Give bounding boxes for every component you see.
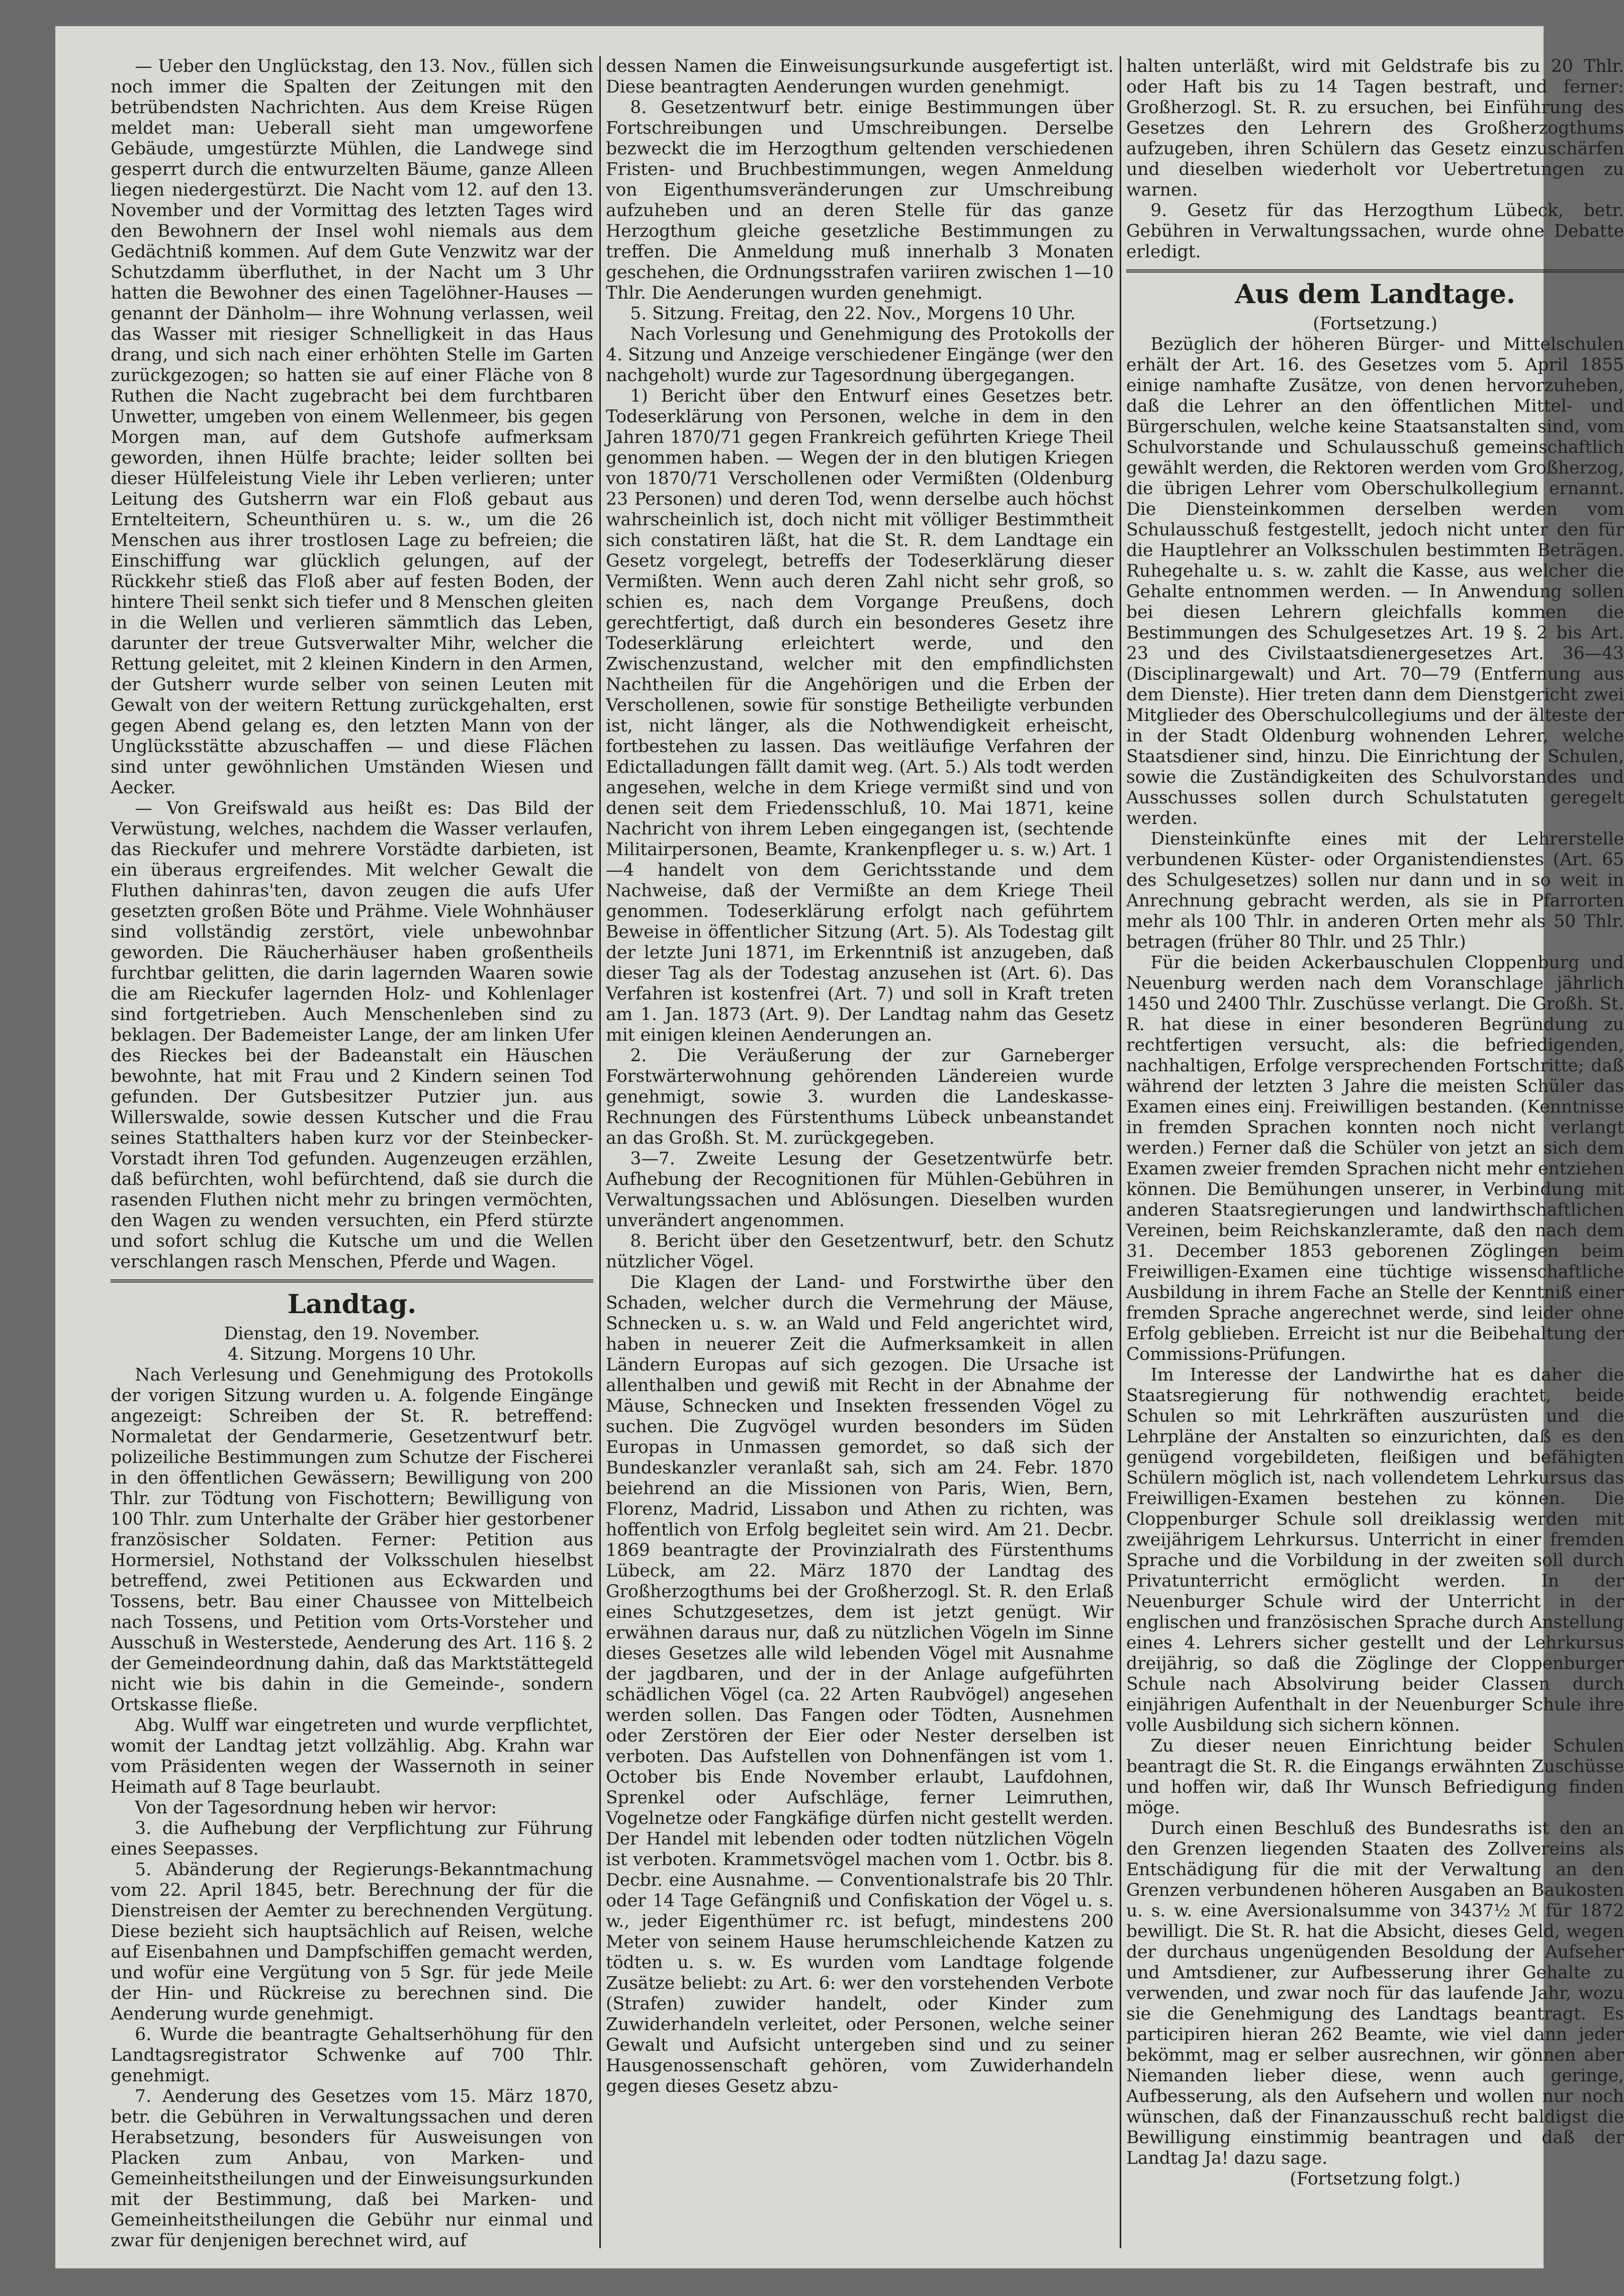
bundesrath-para: Durch einen Beschluß des Bundesraths ist den an den Grenzen liegenden Staaten des Zollvereins als Entschädigung für die mit der Verwaltung an den Grenzen verbundenen höheren Ausgaben an Baukosten u. s. w. eine Aversionalsumme von 3437½ ℳ für 1872 bewilligt. Die St. R. hat die Absicht, dieses Geld, wegen der durchaus ungenügenden Besoldung der Aufseher und Amtsdiener, zur Aufbesserung ihrer Gehalte zu verwenden, und zwar noch für das laufende Jahr, wozu sie die Genehmigung des Landtags beantragt. Es participiren hieran 262 Beamte, wie viel dann jeder bekömmt, mag er selber ausrechnen, wir gönnen aber Niemanden lieber diese, wenn auch geringe, Aufbesserung, als den Aufsehern und wollen nur noch wünschen, daß der Finanzausschuß recht baldigst die Bewilligung einstimmig beantragen und daß der Landtag Ja! dazu sage. bbox=[1126, 1818, 1624, 2168]
column-left bbox=[111, 56, 593, 2251]
session4-eingaenge: Nach Verlesung und Genehmigung des Protokolls der vorigen Sitzung wurden u. A. folgende Eingänge angezeigt: Schreiben der St. R. betreffend: Normaletat der Gendarmerie, Gesetzentwurf betr. polizeiliche Bestimmungen zum Schutze der Fischerei in den öffentlichen Gewässern; Bewilligung von 200 Thlr. zur Tödtung von Fischottern; Bewilligung von 100 Thlr. zum Unterhalte der Gräber hier gestorbener französischer Soldaten. Ferner: Petition aus Hormersiel, Nothstand der Volksschulen hieselbst betreffend, zwei Petitionen aus Eckwarden und Tossens, betr. Bau einer Chaussee von Mittelbeich nach Tossens, und Petition vom Orts-Vorsteher und Ausschuß in Westerstede, Aenderung des Art. 116 §. 2 der Gemeindeordnung dahin, daß das Marktstättegeld nicht wie bis dahin in die Gemeinde-, sondern Ortskasse fließe. bbox=[111, 1365, 593, 1715]
session5-todeserklaerung: 1) Bericht über den Entwurf eines Gesetzes betr. Todeserklärung von Personen, welche in dem in den Jahren 1870/71 gegen Frankreich geführten Kriege Theil genommen haben. — Wegen der in den blutigen Kriegen von 1870/71 Verschollenen oder Vermißten (Oldenburg 23 Personen) und deren Tod, wenn derselbe auch höchst wahrscheinlich ist, doch nicht mit völliger Bestimmtheit sich constatiren läßt, hat die St. R. dem Landtage ein Gesetz vorgelegt, betreffs der Todeserklärung dieser Vermißten. Wenn auch deren Zahl nicht sehr groß, so schien es, nach dem Vorgange Preußens, doch gerechtfertigt, daß durch ein besonderes Gesetz ihre Todeserklärung erleichtert werde, und den Zwischenzustand, welcher mit den empfindlichsten Nachtheilen für die Angehörigen und die Erben der Verschollenen, sowie für sonstige Betheiligte verbunden ist, nicht länger, als die Nothwendigkeit erheischt, fortbestehen zu lassen. Das weitläufige Verfahren der Edictalladungen fällt damit weg. (Art. 5.) Als todt werden angesehen, welche in dem Kriege vermißt sind und von denen seit dem Friedensschluß, 10. Mai 1871, keine Nachricht von ihrem Leben eingegangen ist, (sechtende Militairpersonen, Beamte, Krankenpfleger u. s. w.) Art. 1—4 handelt von dem Gerichtsstande und dem Nachweise, daß der Vermißte an dem Kriege Theil genommen. Todeserklärung erfolgt nach geführtem Beweise in öffentlicher Sitzung (Art. 5). Als Todestag gilt der letzte Juni 1871, im Erkenntniß ist anzugeben, daß dieser Tag als der Todestag anzusehen ist (Art. 6). Das Verfahren ist kostenfrei (Art. 7) und soll in Kraft treten am 1. Jan. 1873 (Art. 9). Der Landtag nahm das Gesetz mit einigen kleinen Aenderungen an. bbox=[606, 386, 1114, 1045]
session5-item-2: 2. Die Veräußerung der zur Garneberger Forstwärterwohnung gehörenden Ländereien wurde genehmigt, sowie 3. wurden die Landeskasse-Rechnungen des Fürstenthums Lübeck unbeanstandet an das Großh. St. M. zurückgegeben. bbox=[606, 1046, 1114, 1148]
einrichtung-para: Zu dieser neuen Einrichtung beider Schulen beantragt die St. R. die Eingangs erwähnten Zuschüsse und hoffen wir, daß Ihr Wunsch Befriedigung finden möge. bbox=[1126, 1736, 1624, 1818]
article-greifswald: — Von Greifswald aus heißt es: Das Bild der Verwüstung, welches, nachdem die Wasser verlaufen, das Rieckufer und mehrere Vorstädte darbieten, ist ein überaus ergreifendes. Mit welcher Gewalt die Fluthen dahinras'ten, davon zeugen die aufs Ufer gesetzten großen Böte und Prähme. Viele Wohnhäuser sind vollständig zerstört, viele unbewohnbar geworden. Die Räucherhäuser haben großentheils furchtbar gelitten, die darin lagernden Waaren sowie die am Rieckufer lagernden Holz- und Kohlenlager sind fortgetrieben. Auch Menschenleben sind zu beklagen. Der Bademeister Lange, der am linken Ufer des Rieckes bei der Badeanstalt ein Häuschen bewohnte, hat mit Frau und 2 Kindern seinen Tod gefunden. Der Gutsbesitzer Putzier jun. aus Willerswalde, sowie dessen Kutscher und die Frau seines Statthalters haben kurz vor der Steinbecker-Vorstadt ihren Tod gefunden. Augenzeugen erzählen, daß befürchten, wohl befürchtend, daß sie durch die rasenden Fluthen nicht mehr zu bringen vermöchten, den Wagen zu wenden versuchten, ein Pferd stürzte und sofort schlug die Kutsche um und die Wellen verschlangen rasch Menschen, Pferde und Wagen. bbox=[111, 798, 593, 1272]
column-divider-1 bbox=[599, 56, 601, 2248]
column-divider-2 bbox=[1120, 56, 1121, 2248]
session5-item-8: 8. Bericht über den Gesetzentwurf, betr. den Schutz nützlicher Vögel. bbox=[606, 1231, 1114, 1272]
column-middle bbox=[606, 56, 1114, 2248]
session4-item-5: 5. Abänderung der Regierungs-Bekanntmachung vom 22. April 1845, betr. Berechnung der für die Dienstreisen der Aemter zu berechnenden Vergütung. Diese bezieht sich hauptsächlich auf Reisen, welche auf Eisenbahnen und Dampfschiffen gemacht werden, und wofür eine Vergütung von 5 Sgr. für jede Meile der Hin- und Rückreise zu berechnen sind. Die Aenderung wurde genehmigt. bbox=[111, 1860, 593, 2024]
session4-abg-wulff: Abg. Wulff war eingetreten und wurde verpflichtet, womit der Landtag jetzt vollzählig. Abg. Krahn war vom Präsidenten wegen der Wassernoth in seiner Heimath auf 8 Tage beurlaubt. bbox=[111, 1715, 593, 1797]
session5-intro: Nach Vorlesung und Genehmigung des Protokolls der 4. Sitzung und Anzeige verschiedener Eingänge (wer den nachgeholt) wurde zur Tagesordnung übergegangen. bbox=[606, 324, 1114, 386]
landtag-date: Dienstag, den 19. November. bbox=[224, 1324, 480, 1344]
schulen-para: Bezüglich der höheren Bürger- und Mittelschulen erhält der Art. 16. des Gesetzes vom 5. April 1855 einige namhafte Zusätze, von denen hervorzuheben, daß die Lehrer an den öffentlichen Mittel- und Bürgerschulen, welche keine Staatsanstalten sind, vom Schulvorstande und Schulausschuß gemeinschaftlich gewählt werden, die Rektoren werden vom Großherzog, die übrigen Lehrer vom Oberschulkollegium ernannt. Die Diensteinkommen derselben werden vom Schulausschuß festgestellt, jedoch nicht unter den für die Hauptlehrer an Volksschulen bestimmten Beträgen. Ruhegehalte u. s. w. zahlt die Kasse, aus welcher die Gehalte entnommen werden. — In Anwendung sollen bei diesen Lehrern gleichfalls kommen die Bestimmungen des Schulgesetzes Art. 19 §. 2 bis Art. 23 und des Civilstaatsdienergesetzes Art. 36—43 (Disciplinargewalt) und Art. 70—79 (Entfernung aus dem Dienste). Hier treten dann dem Dienstgericht zwei Mitglieder des Oberschulcollegiums und der älteste der in der Stadt Oldenburg wohnenden Lehrer, welche Staatsdiener sind, hinzu. Die Einrichtung der Schulen, sowie die Zuständigkeiten des Schulvorstandes und Ausschusses sollen durch Schulstatuten geregelt werden. bbox=[1126, 334, 1624, 829]
fortsetzung-folgt: (Fortsetzung folgt.) bbox=[1290, 2169, 1461, 2189]
session5-items-3-7: 3—7. Zweite Lesung der Gesetzentwürfe betr. Aufhebung der Recognitionen für Mühlen-Gebühren in Verwaltungssachen und Ablösungen. Dieselben wurden unverändert angenommen. bbox=[606, 1149, 1114, 1231]
session4-tagesordnung: Von der Tagesordnung heben wir hervor: bbox=[135, 1798, 497, 1818]
section-divider-2 bbox=[1126, 269, 1624, 272]
session4-item-3: 3. die Aufhebung der Verpflichtung zur Führung eines Seepasses. bbox=[111, 1818, 593, 1859]
session4-item-7: 7. Aenderung des Gesetzes vom 15. März 1870, betr. die Gebühren in Verwaltungssachen und deren Herabsetzung, besonders für Ausweisungen von Placken zum Anbau, von Marken- und Gemeinheitstheilungen und der Einweisungsurkunden mit der Bestimmung, daß bei Marken- und Gemeinheitstheilungen die Gebühr nur einmal und zwar für denjenigen berechnet wird, auf bbox=[111, 2086, 593, 2251]
session5-voegel: Die Klagen der Land- und Forstwirthe über den Schaden, welcher durch die Vermehrung der Mäuse, Schnecken u. s. w. an Wald und Feld angerichtet wird, haben in neuerer Zeit die Aufmerksamkeit in allen Ländern Europas auf sich gezogen. Die Ursache ist allenthalben und gewiß mit Recht in der Abnahme der Mäuse, Schnecken und Insekten fressenden Vögel zu suchen. Die Zugvögel wurden besonders im Süden Europas in Unmassen gemordet, so daß sich der Bundeskanzler veranlaßt sah, sich am 24. Febr. 1870 beiehrend an die Missionen von Paris, Wien, Bern, Florenz, Madrid, Lissabon und Athen zu richten, was hoffentlich von Erfolg begleitet sein wird. Am 21. Decbr. 1869 beantragte der Provinzialrath des Fürstenthums Lübeck, am 22. März 1870 der Landtag des Großherzogthums bei der Großherzogl. St. R. den Erlaß eines Schutzgesetzes, dem ist jetzt genügt. Wir erwähnen daraus nur, daß zu nützlichen Vögeln im Sinne dieses Gesetzes alle wild lebenden Vögel mit Ausnahme der jagdbaren, und der in der Anlage aufgeführten schädlichen Vögel (ca. 22 Arten Raubvögel) angesehen werden sollen. Das Fangen oder Tödten, Ausnehmen oder Zerstören der Eier oder Nester derselben ist verboten. Das Aufstellen von Dohnenfängen ist vom 1. October bis Ende November erlaubt, Laufdohnen, Sprenkel oder Aufschläge, ferner Leimruthen, Vogelnetze oder Fangkäfige dürfen nicht gestellt werden. Der Handel mit lebenden oder todten nützlichen Vögeln ist verboten. Krammetsvögel machen vom 1. Octbr. bis 8. Decbr. eine Ausnahme. — Conventionalstrafe bis 20 Thlr. oder 14 Tage Gefängniß und Confiskation der Vögel u. s. w., jeder Eigenthümer rc. ist befugt, mindestens 200 Meter von seinem Hause herumschleichende Katzen zu tödten u. s. w. Es wurden vom Landtage folgende Zusätze beliebt: zu Art. 6: wer den vorstehenden Verbote (Strafen) zuwider handelt, oder Kinder zum Zuwiderhandeln verleitet, oder Personen, welche seiner Gewalt und Aufsicht untergeben sind und zu seiner Hausgenossenschaft gehören, vom Zuwiderhandeln gegen dieses Gesetz abzu- bbox=[606, 1272, 1114, 2096]
newspaper-page bbox=[55, 26, 1624, 2268]
aus-dem-landtage-heading: Aus dem Landtage. bbox=[1235, 279, 1515, 310]
landtag-session-4: 4. Sitzung. Morgens 10 Uhr. bbox=[227, 1344, 477, 1364]
landtag-session-5: 5. Sitzung. Freitag, den 22. Nov., Morgens 10 Uhr. bbox=[630, 304, 1076, 324]
landwirthe-para: Im Interesse der Landwirthe hat es daher die Staatsregierung für nothwendig erachtet, beide Schulen so mit Lehrkräften auszurüsten und die Lehrpläne der Anstalten so einzurichten, daß es den genügend vorgebildeten, fleißigen und befähigten Schülern möglich ist, nach vollendetem Lehrkursus das Freiwilligen-Examen bestehen zu können. Die Cloppenburger Schule soll dreiklassig werden mit zweijährigem Lehrkursus. Unterricht in einer fremden Sprache und die Vorbildung in der zweiten soll durch Privatunterricht ermöglicht werden. In der Neuenburger Schule wird der Unterricht in der englischen und französischen Sprache durch Anstellung eines 4. Lehrers sicher gestellt und der Lehrkursus dreijährig, so daß die Zöglinge der Cloppenburger Schule nach Absolvirung beider Classen durch einjährigen Aufenthalt in der Neuenburger Schule ihre volle Ausbildung sich sichern können. bbox=[1126, 1365, 1624, 1735]
session4-item-6: 6. Wurde die beantragte Gehaltserhöhung für den Landtagsregistrator Schwenke auf 700 Thlr. genehmigt. bbox=[111, 2025, 593, 2086]
landtag-heading: Landtag. bbox=[287, 1289, 417, 1320]
session5-item-9: 9. Gesetz für das Herzogthum Lübeck, betr. Gebühren in Verwaltungssachen, wurde ohne Debatte erledigt. bbox=[1126, 201, 1624, 262]
ackerbauschulen-para: Für die beiden Ackerbauschulen Cloppenburg und Neuenburg werden nach dem Voranschlage jährlich 1450 und 2400 Thlr. Zuschüsse verlangt. Die Großh. St. R. hat diese in einer besonderen Begründung zu rechtfertigen versucht, als: die befriedigenden, nachhaltigen, Erfolge versprechenden Fortschritte; daß während der letzten 3 Jahre die meisten Schüler das Examen eines einj. Freiwilligen bestanden. (Kenntnisse in fremden Sprachen konnten noch nicht verlangt werden.) Ferner daß die Schüler von jetzt an sich dem Examen zweier fremden Sprachen nicht mehr entziehen können. Die Bemühungen unserer, in Verbindung mit anderen Staatsregierungen und landwirthschaftlichen Vereinen, beim Reichskanzleramte, daß den nach dem 31. December 1853 geborenen Zöglingen beim Freiwilligen-Examen eine tüchtige wissenschaftliche Ausbildung in ihrem Fache an Stelle der Kenntniß einer fremden Sprache angerechnet werde, sind leider ohne Erfolg geblieben. Erreicht ist nur die Beibehaltung der Commissions-Prüfungen. bbox=[1126, 953, 1624, 1364]
session4-item-7-cont: dessen Namen die Einweisungsurkunde ausgefertigt ist. Diese beantragten Aenderungen wurden genehmigt. bbox=[606, 56, 1114, 97]
session4-item-8: 8. Gesetzentwurf betr. einige Bestimmungen über Fortschreibungen und Umschreibungen. Derselbe bezweckt die im Herzogthum geltenden verschiedenen Fristen- und Bruchbestimmungen, wegen Anmeldung von Eigenthumsveränderungen zur Umschreibung aufzuheben und an deren Stelle für das ganze Herzogthum gleiche gesetzliche Bestimmungen zu treffen. Die Anmeldung muß innerhalb 3 Monaten geschehen, die Ordnungsstrafen variiren zwischen 1—10 Thlr. Die Aenderungen wurden genehmigt. bbox=[606, 98, 1114, 303]
fortsetzung-label: (Fortsetzung.) bbox=[1313, 314, 1437, 334]
diensteinkuenfte-para: Diensteinkünfte eines mit der Lehrerstelle verbundenen Küster- oder Organistendienstes (Art. 65 des Schulgesetzes) sollen nur dann und in so weit in Anrechnung gebracht werden, als sie in Pfarrorten mehr als 100 Thlr. in anderen Orten mehr als 50 Thlr. betragen (früher 80 Thlr. und 25 Thlr.) bbox=[1126, 829, 1624, 952]
article-unglueckstag: — Ueber den Unglückstag, den 13. Nov., füllen sich noch immer die Spalten der Zeitungen mit den betrübendsten Nachrichten. Aus dem Kreise Rügen meldet man: Ueberall sieht man umgeworfene Gebäude, umgestürzte Mühlen, die Landwege sind gesperrt durch die entwurzelten Bäume, ganze Alleen liegen niedergestürzt. Die Nacht vom 12. auf den 13. November und der Vormittag des letzten Tages wird den Bewohnern der Insel wohl niemals aus dem Gedächtniß kommen. Auf dem Gute Venzwitz war der Schutzdamm überfluthet, in der Nacht um 3 Uhr hatten die Bewohner des einen Tagelöhner-Hauses — genannt der Dänholm— ihre Wohnung verlassen, weil das Wasser mit riesiger Schnelligkeit in das Haus drang, und sich nach einer erhöhten Stelle im Garten zurückgezogen; so hatten sie auf einer Fläche von 8 Ruthen die Nacht zugebracht bei dem furchtbaren Unwetter, umgeben von einem Wellenmeer, bis gegen Morgen man, auf dem Gutshofe aufmerksam geworden, ihnen Hülfe brachte; leider sollten bei dieser Hülfeleistung Viele ihr Leben verlieren; unter Leitung des Gutsherrn war ein Floß gebaut aus Erntelteitern, Scheunthüren u. s. w., um die 26 Menschen aus ihrer trostlosen Lage zu befreien; die Einschiffung war glücklich gelungen, auf der Rückkehr stieß das Floß aber auf festen Boden, der hintere Theil senkt sich tiefer und 8 Menschen gleiten in die Wellen und verlieren sämmtlich das Leben, darunter der treue Gutsverwalter Mihr, welcher die Rettung geleitet, mit 2 kleinen Kindern in den Armen, der Gutsherr wurde selber von seinen Leuten mit Gewalt von der weitern Rettung zurückgehalten, erst gegen Abend gelang es, den letzten Mann von der Unglücksstätte abzuschaffen — und diese Flächen sind unter gewöhnlichen Umständen Wiesen und Aecker. bbox=[111, 56, 593, 798]
section-divider bbox=[111, 1279, 593, 1282]
voegel-cont: halten unterläßt, wird mit Geldstrafe bis zu 20 Thlr. oder Haft bis zu 14 Tagen bestraft, und ferner: Großherzogl. St. R. zu ersuchen, bei Einführung des Gesetzes den Lehrern des Großherzogthums aufzugeben, ihren Schülern das Gesetz einzuschärfen und dieselben wiederholt vor Uebertretungen zu warnen. bbox=[1126, 56, 1624, 200]
column-right bbox=[1126, 56, 1624, 2248]
